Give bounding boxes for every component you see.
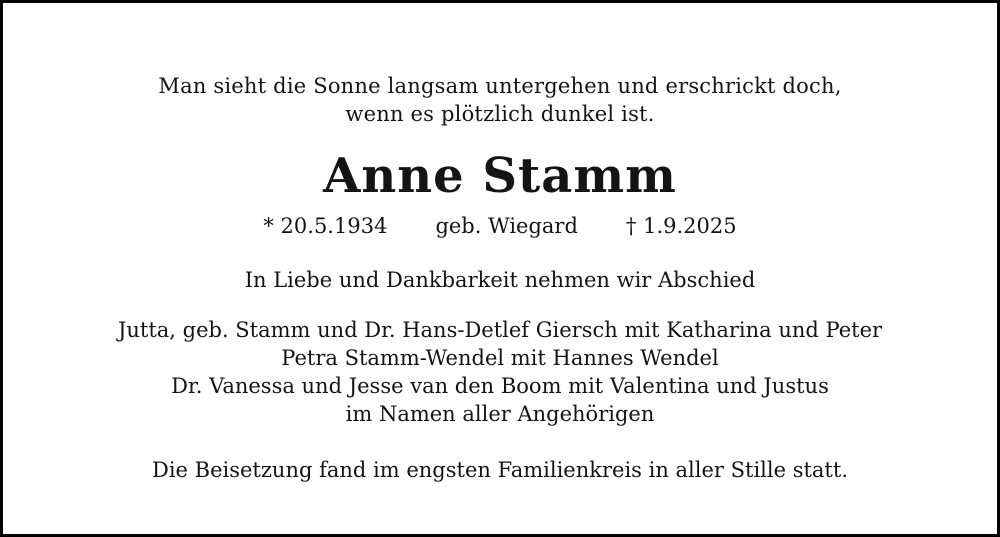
epigraph-line-2: wenn es plötzlich dunkel ist. bbox=[345, 102, 655, 126]
death-date: † 1.9.2025 bbox=[625, 214, 737, 238]
deceased-name: Anne Stamm bbox=[323, 148, 677, 204]
farewell-line: In Liebe und Dankbarkeit nehmen wir Abschied bbox=[244, 268, 756, 292]
epigraph bbox=[3, 72, 997, 128]
mourners-list bbox=[3, 316, 997, 428]
maiden-name: geb. Wiegard bbox=[435, 214, 578, 238]
mourner-line: im Namen aller Angehörigen bbox=[345, 402, 655, 426]
funeral-note: Die Beisetzung fand im engsten Familienkreis in aller Stille statt. bbox=[151, 458, 848, 482]
birth-date: * 20.5.1934 bbox=[263, 214, 388, 238]
life-dates-row bbox=[3, 213, 997, 239]
mourner-line: Dr. Vanessa und Jesse van den Boom mit Valentina und Justus bbox=[171, 374, 829, 398]
epigraph-line-1: Man sieht die Sonne langsam untergehen und erschrickt doch, bbox=[158, 74, 842, 98]
mourner-line: Jutta, geb. Stamm und Dr. Hans-Detlef Giersch mit Katharina und Peter bbox=[117, 318, 883, 342]
mourner-line: Petra Stamm-Wendel mit Hannes Wendel bbox=[281, 346, 719, 370]
